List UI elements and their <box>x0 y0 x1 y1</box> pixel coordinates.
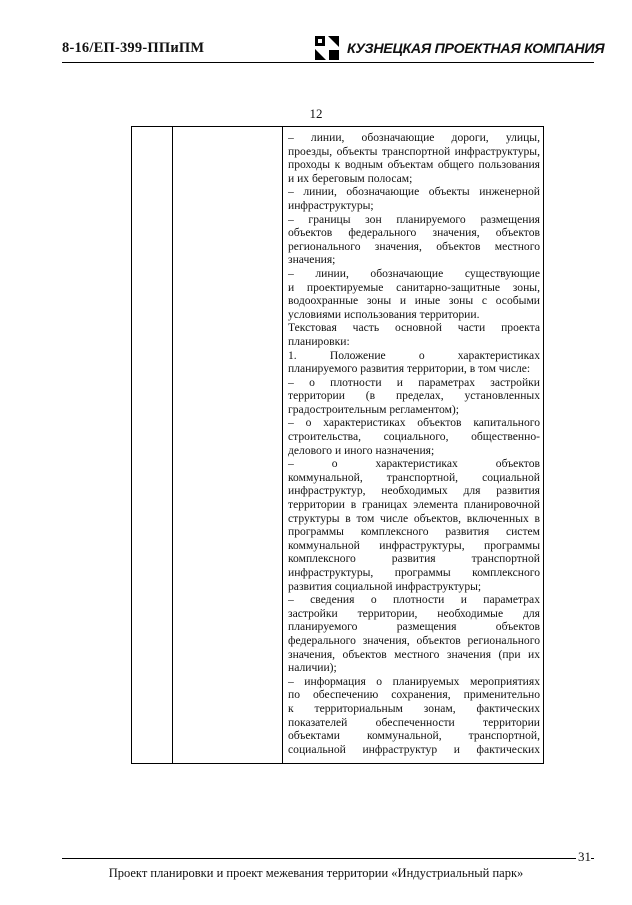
text-line: комплексного развития транспортной <box>288 552 540 566</box>
header-divider <box>62 62 594 63</box>
text-line: – о характеристиках объектов капитального <box>288 416 540 430</box>
content-table <box>131 126 544 764</box>
text-line: делового и иного назначения; <box>288 443 435 457</box>
text-line: проходы к водным объектам общего пользования <box>288 158 540 172</box>
document-code: 8-16/ЕП-399-ППиПМ <box>62 40 205 56</box>
text-line: – линии, обозначающие существующие <box>288 266 540 280</box>
text-line: структуры в том числе объектов, включенных в <box>288 511 540 525</box>
text-line: – линии, обозначающие дороги, улицы, <box>288 131 540 144</box>
text-line: к территориальным зонам, фактических <box>288 701 540 715</box>
text-line: планировки: <box>288 334 350 348</box>
text-line: объектами коммунальной, транспортной, <box>288 729 540 743</box>
text-line: – сведения о плотности и параметрах <box>288 593 540 607</box>
text-line: – о характеристиках объектов <box>288 457 540 471</box>
table-cell-number <box>132 127 173 763</box>
text-line: застройки территории, необходимые для <box>288 606 540 620</box>
table-cell-content <box>283 127 543 763</box>
text-line: коммунальной, транспортной, социальной <box>288 470 540 484</box>
text-line: территории (в пределах, установленных <box>288 389 540 403</box>
text-line: условиями использования территории. <box>288 307 480 321</box>
text-line: по обеспечению сохранения, применительно <box>288 688 540 702</box>
text-line: федерального значения, объектов регионального <box>288 633 540 647</box>
table-cell-name <box>173 127 283 763</box>
text-line: наличии); <box>288 661 337 675</box>
company-logo-icon <box>315 36 339 60</box>
text-line: и проектируемые санитарно-защитные зоны, <box>288 280 540 294</box>
text-line: планируемого размещения объектов <box>288 620 540 634</box>
text-line: – о плотности и параметрах застройки <box>288 375 540 389</box>
text-line: проезды, объекты транспортной инфраструктуры, <box>288 144 540 158</box>
text-line: регионального значения, объектов местного <box>288 239 540 253</box>
text-line: программы комплексного развития систем <box>288 525 540 539</box>
footer-title: Проект планировки и проект межевания территории «Индустриальный парк» <box>108 866 524 880</box>
text-line: – линии, обозначающие объекты инженерной <box>288 185 540 199</box>
text-line: социальной инфраструктур и фактических <box>288 742 540 756</box>
text-line: значения, объектов местного значения (при их <box>288 647 540 661</box>
text-line: – границы зон планируемого размещения <box>288 212 540 226</box>
text-line: водоохранные зоны и иные зоны с особыми <box>288 294 540 308</box>
text-line: 1. Положение о характеристиках <box>288 348 540 362</box>
company-logo <box>315 36 605 60</box>
text-line: Текстовая часть основной части проекта <box>288 321 540 335</box>
text-line: инфраструктуры, программы комплексного <box>288 566 540 579</box>
text-line: показателей обеспеченности территории <box>288 715 540 729</box>
text-line: – информация о планируемых мероприятиях <box>288 674 540 688</box>
text-line: значения; <box>288 253 336 267</box>
footer-divider <box>62 858 594 859</box>
text-line: территории в границах элемента планировочной <box>288 498 540 512</box>
text-line: коммунальной инфраструктуры, программы <box>288 538 540 552</box>
text-line: инфраструктур, необходимых для развития <box>288 484 540 498</box>
text-line: объектов федерального значения, объектов <box>288 226 540 240</box>
text-line: инфраструктуры; <box>288 198 374 212</box>
company-name: КУЗНЕЦКАЯ ПРОЕКТНАЯ КОМПАНИЯ <box>347 41 605 57</box>
sheet-number: 31 <box>578 849 591 864</box>
text-line: градостроительным регламентом); <box>288 402 459 416</box>
text-line: планируемого развития территории, в том числе: <box>288 362 531 376</box>
page-header <box>62 36 605 62</box>
page-number: 12 <box>309 106 323 121</box>
text-line: строительства, социального, общественно- <box>288 430 540 444</box>
text-line: развития социальной инфраструктуры; <box>288 579 482 593</box>
text-line: и их береговым полосам; <box>288 171 413 185</box>
